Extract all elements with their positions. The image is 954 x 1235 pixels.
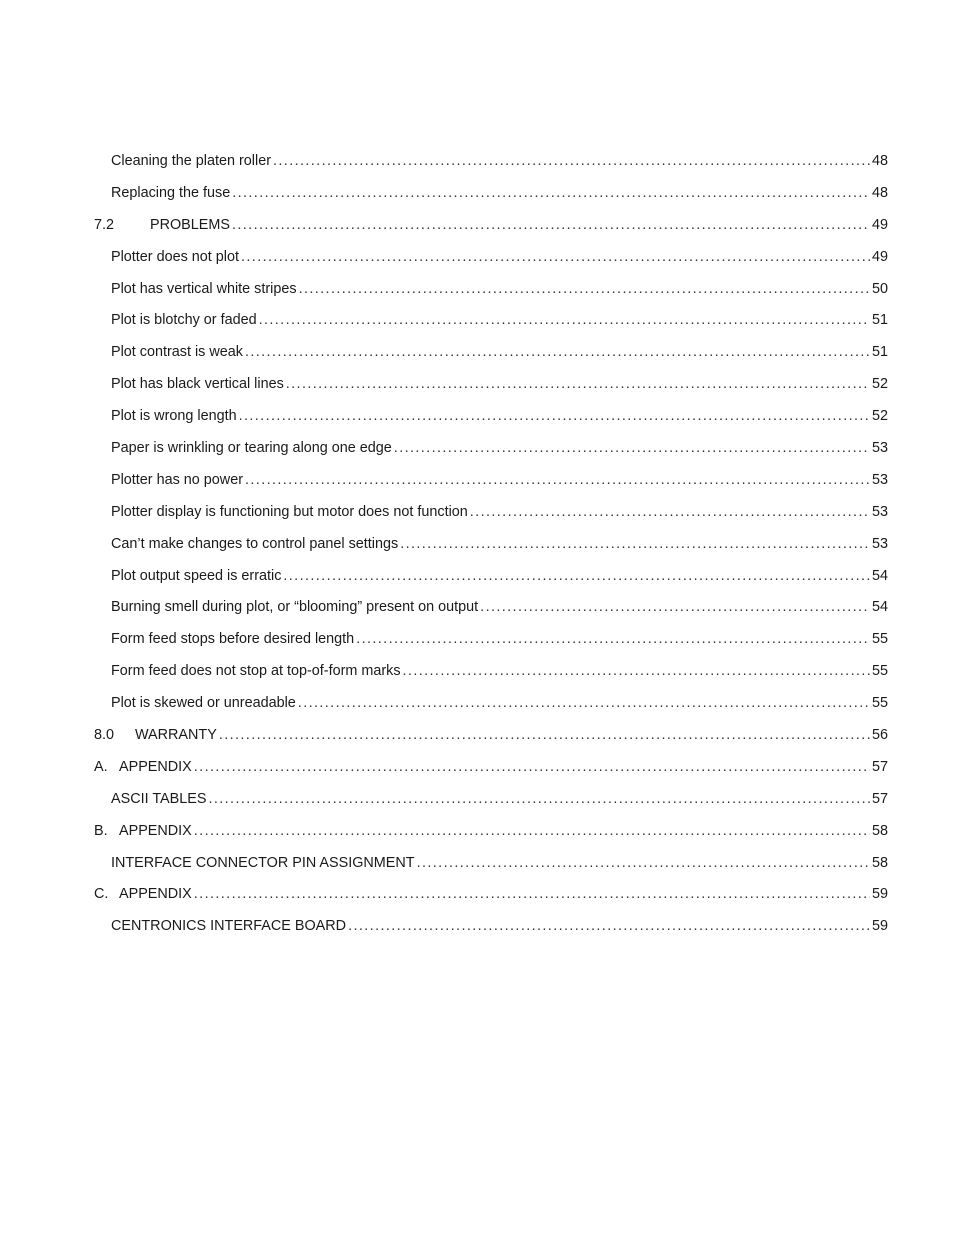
toc-entry-label: INTERFACE CONNECTOR PIN ASSIGNMENT bbox=[111, 854, 415, 871]
toc-leader-dots bbox=[241, 249, 870, 265]
toc-leader-dots bbox=[194, 823, 870, 839]
toc-leader-dots bbox=[417, 855, 870, 871]
toc-entry-page: 58 bbox=[871, 822, 888, 839]
toc-section-entry[interactable] bbox=[94, 217, 888, 249]
toc-leader-dots bbox=[356, 631, 870, 647]
toc-entry-label: Plotter display is functioning but motor does not function bbox=[111, 503, 468, 520]
toc-entry-page: 50 bbox=[871, 280, 888, 297]
toc-entry-page: 53 bbox=[871, 535, 888, 552]
toc-entry-label: Plot is blotchy or faded bbox=[111, 312, 257, 329]
toc-entry[interactable] bbox=[94, 695, 888, 727]
toc-entry-label: WARRANTY bbox=[135, 727, 217, 744]
toc-entry-label: Plot contrast is weak bbox=[111, 344, 243, 361]
toc-entry[interactable] bbox=[94, 918, 888, 950]
toc-entry-page: 53 bbox=[871, 503, 888, 520]
toc-entry-page: 53 bbox=[871, 471, 888, 488]
toc-section-number: 7.2 bbox=[94, 216, 115, 233]
toc-entry-label: Paper is wrinkling or tearing along one edge bbox=[111, 440, 392, 457]
toc-entry-page: 55 bbox=[871, 695, 888, 712]
toc-entry[interactable] bbox=[94, 185, 888, 217]
toc-entry-label: PROBLEMS bbox=[150, 216, 230, 233]
toc-leader-dots bbox=[245, 472, 870, 488]
toc-entry[interactable] bbox=[94, 599, 888, 631]
toc-entry-label: ASCII TABLES bbox=[111, 790, 207, 807]
toc-section-number: C. bbox=[94, 886, 109, 903]
toc-entry-label: Form feed stops before desired length bbox=[111, 631, 355, 648]
toc-entry-label: CENTRONICS INTERFACE BOARD bbox=[111, 918, 347, 935]
toc-entry-page: 52 bbox=[871, 408, 888, 425]
toc-entry-label: Plot is wrong length bbox=[111, 408, 237, 425]
toc-leader-dots bbox=[286, 376, 870, 392]
toc-entry-label: Can’t make changes to control panel settings bbox=[111, 535, 399, 552]
toc-entry-page: 48 bbox=[871, 184, 888, 201]
toc-entry-page: 55 bbox=[871, 631, 888, 648]
toc-appendix-entry[interactable] bbox=[94, 886, 888, 918]
toc-leader-dots bbox=[232, 217, 870, 233]
toc-entry-label: Replacing the fuse bbox=[111, 184, 231, 201]
toc-entry-page: 51 bbox=[871, 312, 888, 329]
toc-entry-page: 54 bbox=[871, 599, 888, 616]
toc-entry-label: Cleaning the platen roller bbox=[111, 153, 271, 169]
toc-entry-page: 57 bbox=[871, 758, 888, 775]
toc-entry-label: Form feed does not stop at top-of-form marks bbox=[111, 663, 401, 680]
toc-entry[interactable] bbox=[94, 504, 888, 536]
toc-leader-dots bbox=[394, 440, 870, 456]
toc-entry-page: 58 bbox=[871, 854, 888, 871]
toc-entry-page: 59 bbox=[871, 918, 888, 935]
toc-leader-dots bbox=[298, 695, 870, 711]
toc-section-entry[interactable] bbox=[94, 727, 888, 759]
toc-entry-page: 48 bbox=[871, 153, 888, 169]
toc-leader-dots bbox=[232, 185, 870, 201]
toc-entry[interactable] bbox=[94, 631, 888, 663]
toc-section-number: 8.0 bbox=[94, 727, 115, 744]
toc-leader-dots bbox=[219, 727, 870, 743]
toc-entry-label: Plotter does not plot bbox=[111, 248, 239, 265]
toc-entry[interactable] bbox=[94, 344, 888, 376]
toc-entry-label: APPENDIX bbox=[119, 886, 192, 903]
toc-leader-dots bbox=[208, 791, 870, 807]
table-of-contents bbox=[94, 153, 888, 950]
toc-entry-page: 55 bbox=[871, 663, 888, 680]
toc-entry[interactable] bbox=[94, 472, 888, 504]
toc-entry-label: Plot has black vertical lines bbox=[111, 376, 284, 393]
toc-entry-page: 59 bbox=[871, 886, 888, 903]
toc-entry[interactable] bbox=[94, 312, 888, 344]
toc-entry[interactable] bbox=[94, 440, 888, 472]
toc-entry[interactable] bbox=[94, 663, 888, 695]
toc-leader-dots bbox=[259, 312, 870, 328]
toc-leader-dots bbox=[403, 663, 870, 679]
toc-leader-dots bbox=[480, 599, 870, 615]
toc-entry-label: Burning smell during plot, or “blooming” present on output bbox=[111, 599, 479, 616]
toc-leader-dots bbox=[299, 281, 870, 297]
toc-entry-label: Plotter has no power bbox=[111, 471, 243, 488]
toc-entry-label: APPENDIX bbox=[119, 822, 192, 839]
toc-entry[interactable] bbox=[94, 376, 888, 408]
toc-leader-dots bbox=[273, 153, 870, 169]
toc-leader-dots bbox=[194, 759, 870, 775]
toc-entry-page: 51 bbox=[871, 344, 888, 361]
toc-leader-dots bbox=[245, 344, 870, 360]
toc-leader-dots bbox=[194, 886, 870, 902]
toc-entry-page: 57 bbox=[871, 790, 888, 807]
toc-leader-dots bbox=[283, 568, 870, 584]
toc-entry-label: Plot is skewed or unreadable bbox=[111, 695, 296, 712]
toc-entry-page: 49 bbox=[871, 248, 888, 265]
toc-entry[interactable] bbox=[94, 791, 888, 823]
toc-entry[interactable] bbox=[94, 408, 888, 440]
toc-entry-label: APPENDIX bbox=[119, 758, 192, 775]
toc-entry-page: 56 bbox=[871, 727, 888, 744]
toc-entry-label: Plot output speed is erratic bbox=[111, 567, 282, 584]
toc-entry-page: 52 bbox=[871, 376, 888, 393]
toc-entry[interactable] bbox=[94, 249, 888, 281]
toc-entry-label: Plot has vertical white stripes bbox=[111, 280, 297, 297]
toc-entry[interactable] bbox=[94, 153, 888, 185]
toc-leader-dots bbox=[239, 408, 870, 424]
toc-section-number: A. bbox=[94, 758, 108, 775]
toc-leader-dots bbox=[470, 504, 870, 520]
toc-appendix-entry[interactable] bbox=[94, 759, 888, 791]
toc-entry[interactable] bbox=[94, 568, 888, 600]
toc-entry-page: 53 bbox=[871, 440, 888, 457]
toc-entry[interactable] bbox=[94, 855, 888, 887]
toc-section-number: B. bbox=[94, 822, 108, 839]
toc-entry-page: 49 bbox=[871, 216, 888, 233]
toc-entry-page: 54 bbox=[871, 567, 888, 584]
toc-appendix-entry[interactable] bbox=[94, 823, 888, 855]
toc-leader-dots bbox=[400, 536, 870, 552]
toc-entry[interactable] bbox=[94, 536, 888, 568]
toc-leader-dots bbox=[348, 918, 870, 934]
toc-entry[interactable] bbox=[94, 281, 888, 313]
